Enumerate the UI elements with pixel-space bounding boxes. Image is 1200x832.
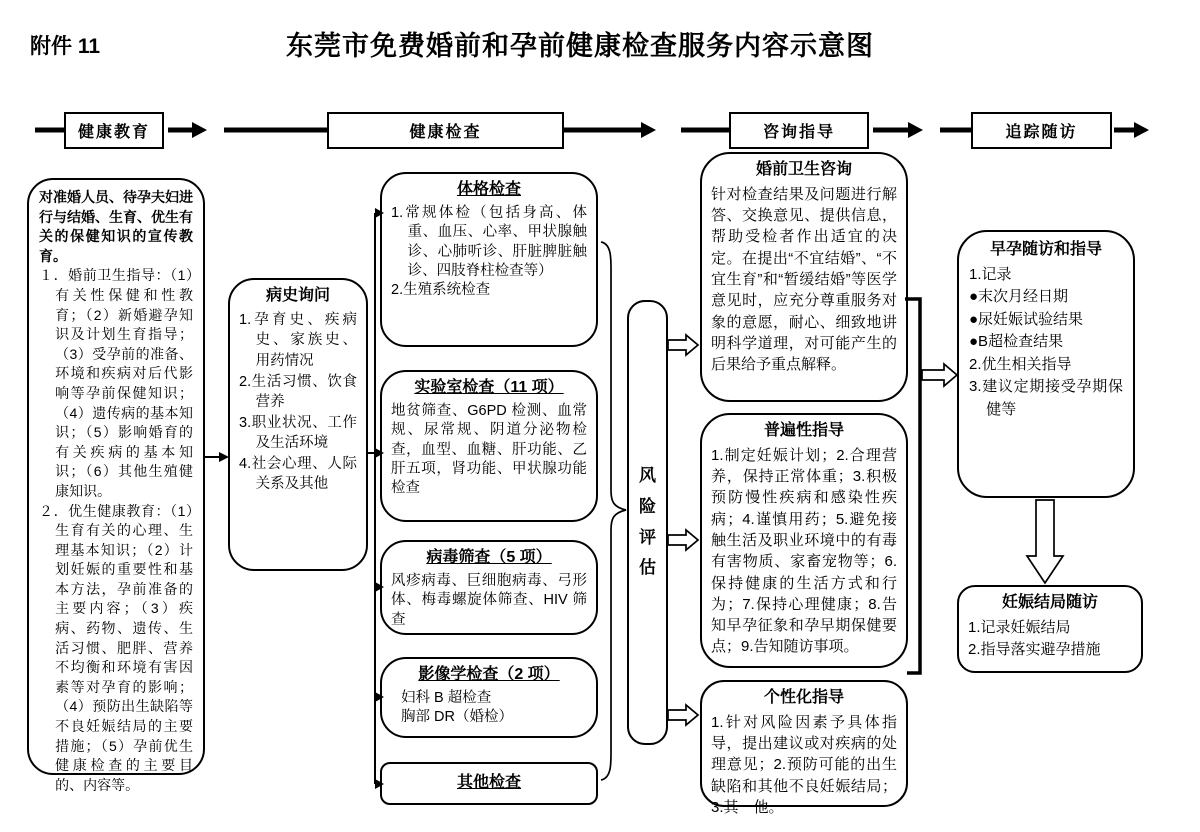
list-item: 2.指导落实避孕措施 <box>968 641 1101 659</box>
node-personalized-guidance <box>700 680 908 816</box>
node-body: 1.制定妊娠计划；2.合理营养，保持正常体重；3.积极预防慢性疾病和感染性疾病；4.谨慎用药；5.避免接触生活及职业环境中的有毒有害物质、家畜宠物等；6.保持健康的生活方式和行为；7.保持心理健康；8.告知早孕征象和孕早期保健要点；9.告知随访事项。 <box>711 446 897 656</box>
node-medical-history <box>228 278 368 571</box>
list-item: ●B超检查结果 <box>969 333 1064 351</box>
node-virus-screening <box>380 540 598 635</box>
stage-follow-up <box>971 112 1112 149</box>
node-general-guidance <box>700 413 908 668</box>
node-title: 影像学检查（2 项） <box>418 666 560 683</box>
node-physical-exam <box>380 172 598 347</box>
list-item: ●尿妊娠试验结果 <box>969 310 1084 328</box>
node-title: 体格检查 <box>456 181 521 198</box>
node-item-list <box>968 617 1132 662</box>
list-item: 1.常规体检（包括身高、体重、血压、心率、甲状腺触诊、心肺听诊、肝脏脾脏触诊、四肢脊柱检查等） <box>391 204 587 280</box>
brace-icon <box>601 242 626 780</box>
node-body: 风疹病毒、巨细胞病毒、弓形体、梅毒螺旋体筛查、HIV 筛查 <box>391 572 587 628</box>
node-item-list <box>969 264 1123 422</box>
node-risk-assessment <box>627 300 668 745</box>
node-title: 病史询问 <box>265 287 330 304</box>
stage-consult-guidance <box>729 112 869 149</box>
list-item: 4.社会心理、人际关系及其他 <box>239 455 357 493</box>
node-item-list <box>391 204 587 301</box>
node-imaging-exam <box>380 657 598 738</box>
node-other-exam <box>380 762 598 805</box>
node-intro: 对准婚人员、待孕夫妇进行与结婚、生育、优生有关的保健知识的宣传教育。 <box>39 189 193 264</box>
list-item: 3.建议定期接受孕期保健等 <box>969 378 1123 418</box>
stage-label: 追踪随访 <box>1005 124 1078 141</box>
list-item: １．婚前卫生指导：（1）有关性保健和性教育；（2）新婚避孕知识及计划生育指导；（3）受孕前的准备、环境和疾病对后代影响等孕前保健知识；（4）遗传病的基本知识；（5）影响婚育的有关疾病的基本知识；（6）其他生殖健康知识。 <box>39 267 193 499</box>
page-title: 东莞市免费婚前和孕前健康检查服务内容示意图 <box>286 31 874 61</box>
node-health-education <box>27 178 205 793</box>
stage-health-education <box>64 112 164 149</box>
list-item: 1.记录 <box>969 265 1012 283</box>
node-lab-tests <box>380 370 598 522</box>
node-title: 妊娠结局随访 <box>1001 594 1098 611</box>
node-body: 地贫筛查、G6PD 检测、血常规、尿常规、阴道分泌物检查，血型、血糖、肝功能、乙肝五项，肾功能、甲状腺功能检查 <box>391 402 587 497</box>
node-title: 个性化指导 <box>763 689 844 706</box>
list-item: ２．优生健康教育：（1）生育有关的心理、生理基本知识；（2）计划妊娠的重要性和基本方法，孕前准备的主要内容；（3）疾病、药物、遗传、生活习惯、肥胖、营养不均衡和环境有害因素等对孕育的影响；（4）预防出生缺陷等不良妊娠结局的主要措施；（5）孕前优生健康检查的主要目的、内容等。 <box>39 502 193 793</box>
node-early-pregnancy-followup <box>957 230 1135 498</box>
node-premarital-consult <box>700 152 908 402</box>
stage-label: 健康教育 <box>77 124 150 141</box>
node-title: 婚前卫生咨询 <box>755 161 852 178</box>
node-body: 针对检查结果及问题进行解答、交换意见、提供信息，帮助受检者作出适宜的决定。在提出“不宜结婚”、“不宜生育”和“暂缓结婚”等医学意见时，应充分尊重服务对象的意愿，耐心、细致地讲明科学道理，对可能产生的后果给予重点解释。 <box>711 185 897 374</box>
node-title: 其他检查 <box>456 774 521 792</box>
node-title: 病毒筛查（5 项） <box>426 549 552 566</box>
stage-label: 咨询指导 <box>762 124 835 141</box>
node-title: 早孕随访和指导 <box>989 241 1102 258</box>
node-pregnancy-outcome-followup <box>957 585 1143 673</box>
list-item: 3.职业状况、工作及生活环境 <box>239 414 357 452</box>
list-item: ●末次月经日期 <box>969 288 1069 306</box>
stage-label: 健康检查 <box>409 124 482 141</box>
node-title: 实验室检查（11 项） <box>414 379 564 396</box>
list-item: 2.生活习惯、饮食营养 <box>239 373 357 411</box>
list-item: 1.孕育史、疾病史、家族史、用药情况 <box>239 311 357 369</box>
list-item: 妇科 B 超检查 <box>401 689 492 706</box>
node-title: 普遍性指导 <box>763 422 844 439</box>
list-item: 1.记录妊娠结局 <box>968 618 1071 636</box>
node-body: 1.针对风险因素予具体指导，提出建议或对疾病的处理意见；2.预防可能的出生缺陷和其他不良妊娠结局；3.其 他。 <box>711 713 897 816</box>
node-item-list <box>391 689 587 728</box>
list-item: 2.生殖系统检查 <box>391 282 491 299</box>
node-title: 风险评估 <box>639 465 656 578</box>
node-item-list <box>239 310 357 495</box>
stage-health-check <box>327 112 564 149</box>
attachment-label: 附件 11 <box>30 35 101 58</box>
list-item: 2.优生相关指导 <box>969 355 1072 373</box>
list-item: 胸部 DR（婚检） <box>401 709 513 726</box>
node-item-list <box>39 266 193 795</box>
